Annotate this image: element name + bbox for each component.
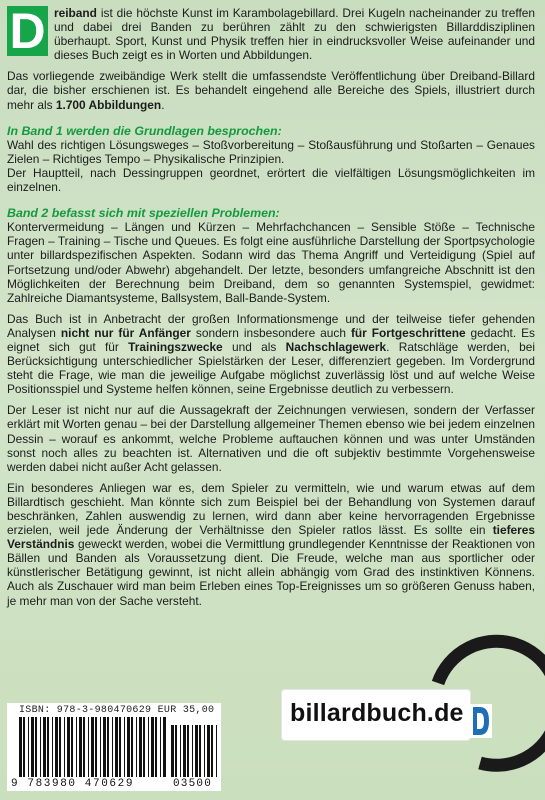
barcode-bar xyxy=(71,717,73,777)
barcode-bar xyxy=(88,717,89,777)
barcode-digits: 9 783980 470629 xyxy=(11,778,135,790)
audience-bold-3: Trainingszwecke xyxy=(128,339,223,354)
audience-text-2: sondern insbesondere auch xyxy=(190,325,351,340)
barcode-bar xyxy=(95,717,97,777)
barcode-bar xyxy=(204,725,205,777)
barcode-bar xyxy=(163,717,166,777)
barcode-bar xyxy=(131,717,133,777)
publisher-name: billardbuch.de xyxy=(290,699,464,727)
audience-bold-2: für Fortgeschrittene xyxy=(350,325,466,340)
barcode-bar xyxy=(124,717,125,777)
barcode-bar xyxy=(64,717,65,777)
barcode-bar xyxy=(180,725,181,777)
barcode-bar xyxy=(47,717,49,777)
concern-paragraph xyxy=(7,481,535,608)
band2-heading: Band 2 befasst sich mit speziellen Problemen: xyxy=(7,206,280,221)
audience-text-5: . Ratschläge werden, bei Berücksichtigung unterschiedlicher Spielstärken der Leser, differenziert gegeben. Im Vordergrund steht die Frage, wie man die jeweilige Aufgabe möglichst zuverlässig löst und auf welche Weise Positionsspiel und Systeme helfen können, seine Ergebnisse deutlich zu verbessern. xyxy=(7,339,536,397)
audience-text-3: gedacht. Es eignet sich gut für xyxy=(7,325,535,354)
explanation-paragraph xyxy=(7,403,535,473)
barcode-bar xyxy=(31,717,34,777)
audience-paragraph xyxy=(7,312,535,397)
barcode-bar xyxy=(76,717,77,777)
barcode-bar xyxy=(216,725,217,777)
band1-section xyxy=(7,124,535,194)
barcode-bar xyxy=(67,717,70,777)
concern-text-1: Ein besonderes Anliegen war es, dem Spieler zu vermitteln, wie und warum etwas auf dem Billardtisch geschieht. Man könnte sich zum Beispiel bei der Behandlung von Systemen darauf beschränken, Zahlen auswendig zu lernen, wird dann aber keine hervorragenden Ergebnisse erzielen, weil jede Änderung der Verhältnisse den Spieler ratlos lässt. Es sollte ein xyxy=(7,480,535,538)
barcode-bar xyxy=(28,717,29,777)
barcode-bar xyxy=(23,717,25,777)
barcode-bar xyxy=(43,717,46,777)
drop-cap: D xyxy=(7,6,48,56)
barcode-bar xyxy=(115,717,118,777)
barcode-bar xyxy=(192,725,193,777)
barcode-bar xyxy=(139,717,142,777)
band2-section xyxy=(7,206,535,305)
band1-main-part: Der Hauptteil, nach Dessingruppen geordnet, erörtert die vielfältigen Lösungsmöglichkeiten im einzelnen. xyxy=(7,165,535,195)
isbn-price-line: ISBN: 978-3-980470629 EUR 35,00 xyxy=(19,705,215,716)
intro-text: ist die höchste Kunst im Karambolagebillard. Drei Kugeln nacheinander zu treffen und dabei drei Banden zu berühren zählt zu den schwierigsten Billarddisziplinen überhaupt. Sport, Kunst und Physik treffen hier in eindrucksvoller Weise aufeinander und dieses Buch zeigt es in Worten und Abbildungen. xyxy=(54,6,535,63)
blurb-text xyxy=(7,3,536,615)
barcode-bar xyxy=(211,725,213,777)
overview-text: Das vorliegende zweibändige Werk stellt die umfassendste Veröffentlichung über Dreiband-Billard dar, die bisher erschienen ist. Es behandelt eingehend alle Bereiche des Spiels, illustriert durch mehr als xyxy=(7,69,535,112)
addon-digits: 03500 xyxy=(173,778,213,790)
band2-topics: Kontervermeidung – Längen und Kürzen – Mehrfachchancen – Sensible Stöße – Technische Fragen – Training – Tische und Queues. Es folgt eine ausführliche Darstellung der Sportpsychologie unter billardspezifischen Aspekten. Sodann wird das Thema Angriff und Verteidigung (Spiel auf Fortsetzung und/oder Abwehr) abgehandelt. Der letzte, besonders umfangreiche Abschnitt ist den Möglichkeiten der Berechnung beim Dreiband, dem so genannten Systemspiel, gewidmet: Zahlreiche Diamantsysteme, Ballsystem, Ball-Bande-System. xyxy=(7,220,535,305)
barcode-bar xyxy=(91,717,94,777)
addon-barcode-bars xyxy=(171,725,219,777)
barcode-bar xyxy=(119,717,121,777)
barcode-bar xyxy=(19,717,22,777)
barcode-bar xyxy=(83,717,85,777)
figure-count: 1.700 Abbildungen xyxy=(55,97,162,112)
concern-bold: tieferes Verständnis xyxy=(7,523,535,552)
intro-bold-word: reiband xyxy=(54,6,97,20)
audience-bold-1: nicht nur für Anfänger xyxy=(60,325,191,340)
barcode-bar xyxy=(199,725,201,777)
barcode-bar xyxy=(187,725,189,777)
barcode-bar xyxy=(40,717,41,777)
barcode-bar xyxy=(195,725,198,777)
barcode-bar xyxy=(52,717,53,777)
barcode-bar xyxy=(171,725,174,777)
audience-bold-4: Nachschlagewerk xyxy=(285,339,387,354)
logo-d-icon xyxy=(470,704,492,738)
barcode-bar xyxy=(103,717,106,777)
barcode-bar xyxy=(136,717,137,777)
barcode-bar xyxy=(183,725,186,777)
explanation-text: Der Leser ist nicht nur auf die Aussagekraft der Zeichnungen verwiesen, sondern der Verfasser erklärt mit Worten genau – bei der Darstellung allgemeiner Themen ebenso wie bei jedem einzelnen Dessin – worauf es ankommt, welche Probleme auftauchen können und was unter Umständen sonst noch alles zu beachten ist. Alternativen und die oft subjektiv bestimmte Vorgehensweise werden dabei nicht außer Acht gelassen. xyxy=(7,403,535,474)
barcode-bar xyxy=(155,717,157,777)
barcode-bars xyxy=(19,717,167,777)
intro-paragraph xyxy=(7,3,535,63)
barcode-bar xyxy=(127,717,130,777)
barcode-bar xyxy=(175,725,177,777)
barcode-bar xyxy=(100,717,101,777)
barcode-bar xyxy=(207,725,210,777)
barcode-bar xyxy=(148,717,149,777)
overview-paragraph xyxy=(7,69,535,111)
barcode-bar xyxy=(59,717,61,777)
barcode-bar xyxy=(112,717,113,777)
overview-end: . xyxy=(161,97,165,112)
barcode-bar xyxy=(35,717,37,777)
band1-heading: In Band 1 werden die Grundlagen besprochen: xyxy=(7,123,282,138)
publisher-logo xyxy=(282,690,470,740)
barcode-bar xyxy=(160,717,161,777)
barcode-bar xyxy=(151,717,154,777)
barcode-bar xyxy=(55,717,58,777)
band1-topics: Wahl des richtigen Lösungsweges – Stoßvorbereitung – Stoßausführung und Stoßarten – Genaues Zielen – Richtiges Tempo – Physikalische Prinzipien. xyxy=(7,137,535,166)
barcode-bar xyxy=(143,717,145,777)
barcode-bar xyxy=(79,717,82,777)
concern-text-2: geweckt werden, wobei die Vermittlung grundlegender Kenntnisse der Reaktionen von Bällen und Banden als Voraussetzung dient. Die Freude, welche man aus sportlicher oder künstlerischer Betätigung gewinnt, ist nicht allein abhängig vom Grad des instinktiven Könnens. Auch als Zuschauer wird man beim Erleben eines Top-Ereignisses um so größeren Genuss haben, je mehr man von der Sache versteht. xyxy=(7,537,535,608)
audience-text-1: Das Buch ist in Anbetracht der großen Informationsmenge und der teilweise tiefer gehenden Analysen xyxy=(7,311,535,340)
audience-text-4: und als xyxy=(222,339,286,354)
isbn-barcode xyxy=(7,703,221,791)
barcode-bar xyxy=(107,717,109,777)
